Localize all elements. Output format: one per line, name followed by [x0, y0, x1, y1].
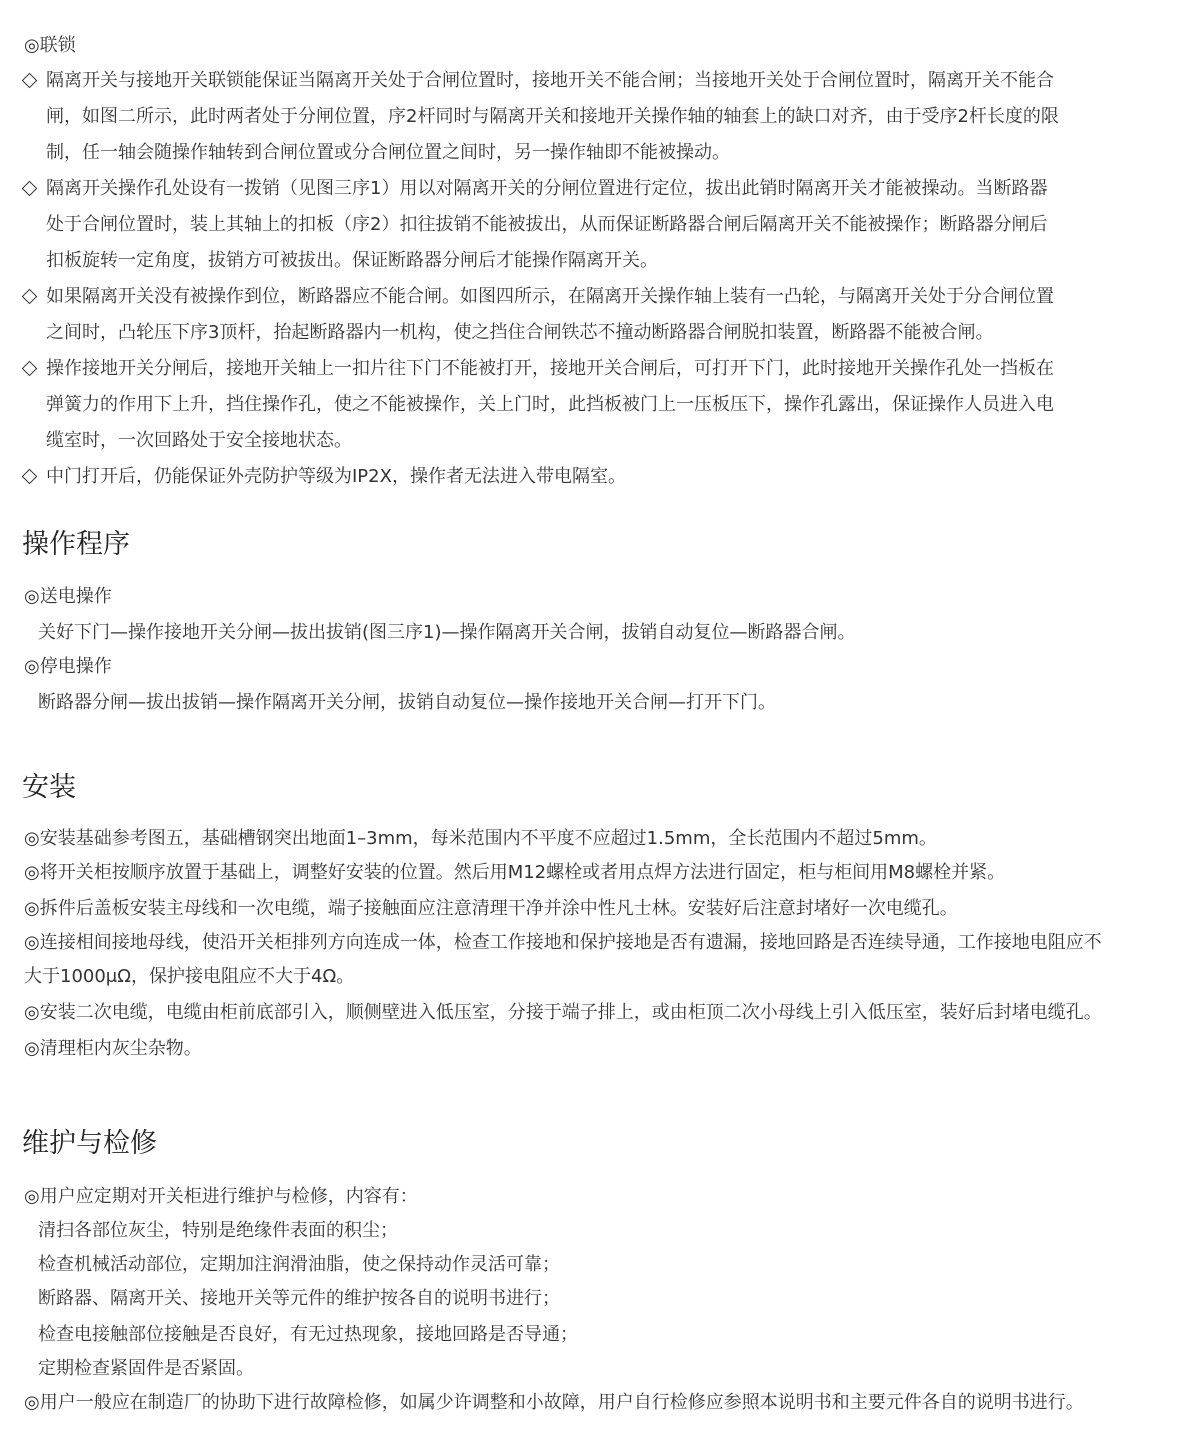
install-line: ◎拆件后盖板安装主母线和一次电缆，端子接触面应注意清理干净并涂中性凡士林。安装好后注意封堵好一次电缆孔。 [24, 898, 958, 919]
interlock-title: ◎联锁 [24, 35, 76, 56]
interlock-item-line: 制，任一轴会随操作轴转到合闸位置或分合闸位置之间时，另一操作轴即不能被操动。 [46, 142, 730, 163]
maintenance-final: ◎用户一般应在制造厂的协助下进行故障检修，如属少许调整和小故障，用户自行检修应参照本说明书和主要元件各自的说明书进行。 [24, 1392, 1084, 1413]
interlock-item-line: 操作接地开关分闸后，接地开关轴上一扣片往下门不能被打开，接地开关合闸后，可打开下门，此时接地开关操作孔处一挡板在 [46, 358, 1054, 379]
diamond-bullet-icon [22, 361, 38, 377]
install-line: ◎将开关柜按顺序放置于基础上，调整好安装的位置。然后用M12螺栓或者用点焊方法进行固定，柜与柜间用M8螺栓并紧。 [24, 862, 1006, 883]
diamond-bullet-icon [22, 181, 38, 197]
maintenance-intro: ◎用户应定期对开关柜进行维护与检修，内容有： [24, 1186, 418, 1207]
maintenance-item: 断路器、隔离开关、接地开关等元件的维护按各自的说明书进行； [38, 1288, 560, 1309]
install-line: ◎连接相间接地母线，使沿开关柜排列方向连成一体，检查工作接地和保护接地是否有遗漏，接地回路是否连续导通，工作接地电阻应不 [24, 932, 1102, 953]
diamond-bullet-icon [22, 289, 38, 305]
power-on-title: ◎送电操作 [24, 586, 112, 607]
interlock-item-line: 之间时，凸轮压下序3顶杆，抬起断路器内一机构，使之挡住合闸铁芯不撞动断路器合闸脱扣装置，断路器不能被合闸。 [46, 322, 994, 343]
interlock-item-line: 如果隔离开关没有被操作到位，断路器应不能合闸。如图四所示，在隔离开关操作轴上装有一凸轮，与隔离开关处于分合闸位置 [46, 286, 1054, 307]
maintenance-item: 清扫各部位灰尘，特别是绝缘件表面的积尘； [38, 1220, 398, 1241]
diamond-bullet-icon [22, 469, 38, 485]
power-off-title: ◎停电操作 [24, 656, 112, 677]
procedure-heading: 操作程序 [22, 529, 130, 560]
interlock-item-line: 隔离开关操作孔处设有一拨销（见图三序1）用以对隔离开关的分闸位置进行定位，拔出此销时隔离开关才能被操动。当断路器 [46, 178, 1048, 199]
power-on-text: 关好下门—操作接地开关分闸—拔出拔销(图三序1)—操作隔离开关合闸，拔销自动复位—断路器合闸。 [38, 622, 856, 643]
interlock-item-line: 中门打开后，仍能保证外壳防护等级为IP2X，操作者无法进入带电隔室。 [46, 466, 626, 487]
interlock-item-line: 缆室时，一次回路处于安全接地状态。 [46, 430, 352, 451]
install-line: 大于1000μΩ，保护接电阻应不大于4Ω。 [24, 966, 355, 987]
interlock-item-line: 隔离开关与接地开关联锁能保证当隔离开关处于合闸位置时，接地开关不能合闸；当接地开关处于合闸位置时，隔离开关不能合 [46, 70, 1054, 91]
interlock-item-line: 闸，如图二所示，此时两者处于分闸位置，序2杆同时与隔离开关和接地开关操作轴的轴套上的缺口对齐，由于受序2杆长度的限 [46, 106, 1059, 127]
install-line: ◎安装二次电缆，电缆由柜前底部引入，顺侧壁进入低压室，分接于端子排上，或由柜顶二次小母线上引入低压室，装好后封堵电缆孔。 [24, 1002, 1102, 1023]
interlock-item-line: 处于合闸位置时，装上其轴上的扣板（序2）扣往拔销不能被拔出，从而保证断路器合闸后隔离开关不能被操作；断路器分闸后 [46, 214, 1048, 235]
install-heading: 安装 [22, 772, 76, 803]
maintenance-item: 检查机械活动部位，定期加注润滑油脂，使之保持动作灵活可靠； [38, 1254, 560, 1275]
install-line: ◎清理柜内灰尘杂物。 [24, 1038, 202, 1059]
maintenance-item: 检查电接触部位接触是否良好，有无过热现象，接地回路是否导通； [38, 1324, 578, 1345]
maintenance-item: 定期检查紧固件是否紧固。 [38, 1358, 254, 1379]
power-off-text: 断路器分闸—拔出拔销—操作隔离开关分闸，拔销自动复位—操作接地开关合闸—打开下门。 [38, 692, 776, 713]
interlock-item-line: 扣板旋转一定角度，拔销方可被拔出。保证断路器分闸后才能操作隔离开关。 [46, 250, 658, 271]
interlock-item-line: 弹簧力的作用下上升，挡住操作孔，使之不能被操作，关上门时，此挡板被门上一压板压下，操作孔露出，保证操作人员进入电 [46, 394, 1054, 415]
install-line: ◎安装基础参考图五，基础槽钢突出地面1–3mm，每米范围内不平度不应超过1.5mm，全长范围内不超过5mm。 [24, 828, 937, 849]
diamond-bullet-icon [22, 73, 38, 89]
maintenance-heading: 维护与检修 [22, 1128, 157, 1159]
